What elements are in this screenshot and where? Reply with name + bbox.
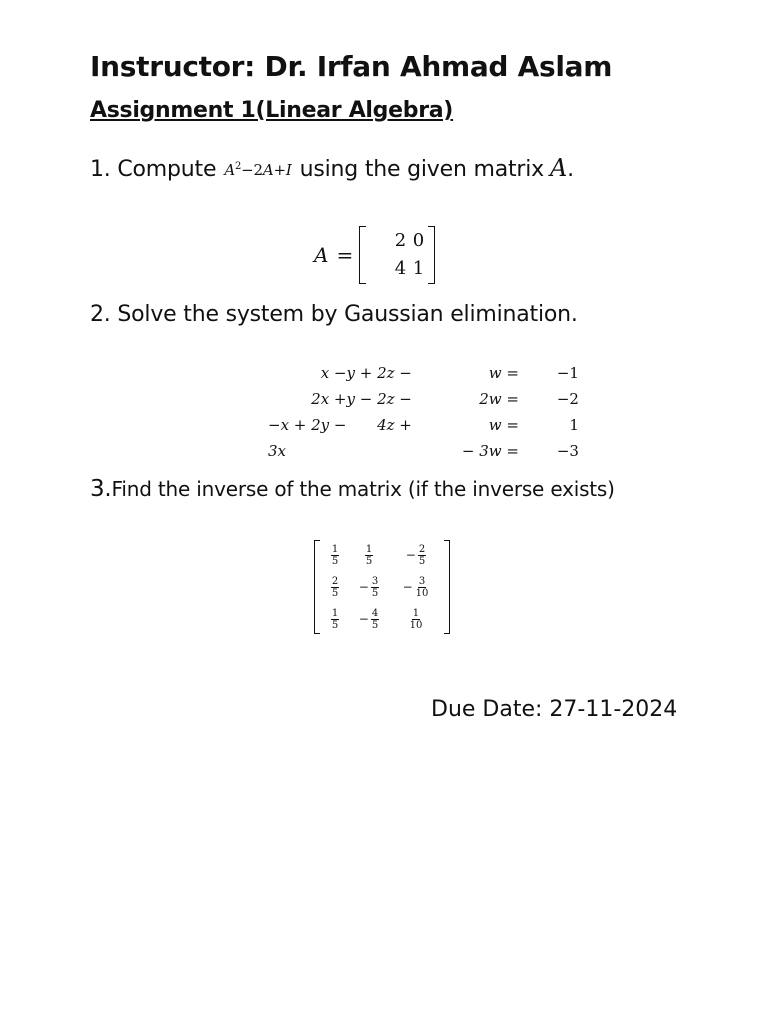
matrix-cell: 2 xyxy=(394,230,407,251)
denominator: 10 xyxy=(415,587,429,599)
fraction-cell xyxy=(322,540,348,570)
numerator: 1 xyxy=(331,543,339,555)
inverse-matrix xyxy=(314,540,450,634)
numerator: 4 xyxy=(371,607,379,619)
minus-sign: − xyxy=(402,580,413,594)
fraction xyxy=(371,576,379,599)
fraction xyxy=(418,544,426,567)
denominator: 5 xyxy=(418,555,426,567)
denominator: 10 xyxy=(409,619,423,631)
due-date: Due Date: 27-11-2024 xyxy=(431,697,678,722)
question-1-suffix: using the given matrix xyxy=(299,157,544,182)
denominator: 5 xyxy=(331,587,339,599)
equation-row: −x + 2y − 4z + w = 1 xyxy=(268,416,579,434)
minus-sign: − xyxy=(405,548,416,562)
instructor-heading: Instructor: Dr. Irfan Ahmad Aslam xyxy=(90,50,613,83)
minus-sign: − xyxy=(358,580,369,594)
numerator: 1 xyxy=(331,607,339,619)
fraction xyxy=(331,576,339,599)
matrix-cell: 4 xyxy=(394,258,407,279)
equation-system xyxy=(268,360,579,464)
matrix-cell: 1 xyxy=(412,258,425,279)
fraction-cell xyxy=(322,572,348,602)
question-2: 2. Solve the system by Gaussian elimination. xyxy=(90,302,578,327)
assignment-title: Assignment 1(Linear Algebra) xyxy=(90,98,454,123)
left-bracket-icon xyxy=(359,226,366,284)
question-1-expression: $A^2-2A+I$ xyxy=(224,161,292,179)
fraction-cell xyxy=(390,604,442,634)
question-1-period: . xyxy=(567,157,574,182)
matrix-a xyxy=(314,226,435,284)
denominator: 5 xyxy=(331,619,339,631)
equation-row: 3x − 3w = −3 xyxy=(268,442,579,460)
question-3 xyxy=(90,476,615,502)
denominator: 5 xyxy=(371,619,379,631)
question-1-variable: A xyxy=(550,154,568,182)
matrix-cell: 0 xyxy=(412,230,425,251)
numerator: 2 xyxy=(331,575,339,587)
fraction xyxy=(371,608,379,631)
question-3-text: Find the inverse of the matrix (if the inverse exists) xyxy=(111,477,615,501)
fraction xyxy=(409,608,424,631)
right-bracket-icon xyxy=(444,540,450,634)
numerator: 3 xyxy=(371,575,379,587)
fraction-cell xyxy=(390,540,442,570)
question-3-number: 3. xyxy=(90,476,112,502)
right-bracket-icon xyxy=(428,226,435,284)
fraction-cell xyxy=(322,604,348,634)
fraction-cell xyxy=(348,604,390,634)
matrix-a-label: A xyxy=(314,243,329,267)
equation-row: x − y + 2z − w = −1 xyxy=(320,364,579,382)
numerator: 1 xyxy=(412,607,420,619)
numerator: 1 xyxy=(365,543,373,555)
fraction xyxy=(331,544,339,567)
question-1-prefix: 1. Compute xyxy=(90,157,217,182)
equation-row: 2x + y − 2z − 2w = −2 xyxy=(311,390,579,408)
matrix-a-equals: = xyxy=(336,243,354,267)
numerator: 2 xyxy=(418,543,426,555)
fraction xyxy=(415,576,430,599)
denominator: 5 xyxy=(331,555,339,567)
fraction-cell xyxy=(348,540,390,570)
denominator: 5 xyxy=(365,555,373,567)
inverse-matrix-grid xyxy=(320,540,444,634)
matrix-a-grid xyxy=(366,230,428,280)
question-1 xyxy=(90,154,574,182)
denominator: 5 xyxy=(371,587,379,599)
fraction xyxy=(331,608,339,631)
fraction xyxy=(365,544,373,567)
fraction-cell xyxy=(348,572,390,602)
minus-sign: − xyxy=(358,612,369,626)
fraction-cell xyxy=(390,572,442,602)
numerator: 3 xyxy=(418,575,426,587)
